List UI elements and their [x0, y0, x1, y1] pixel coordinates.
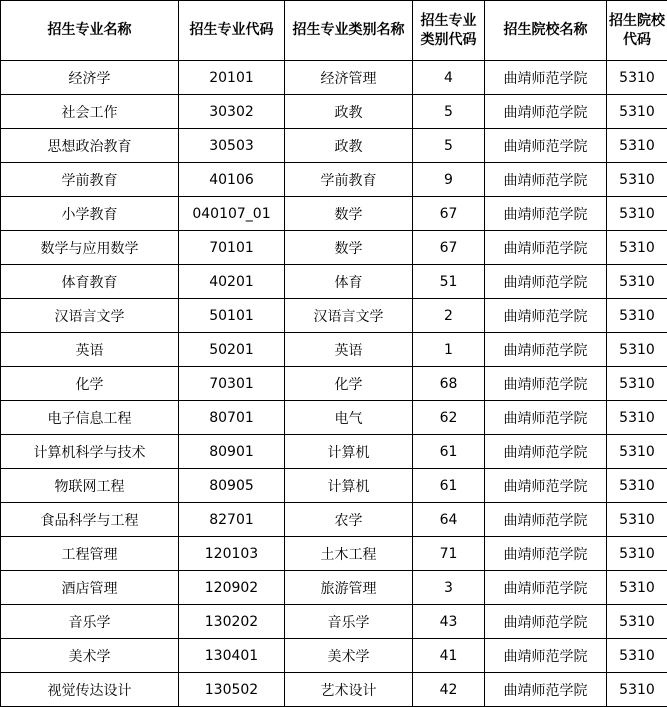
- cell-major-name: 计算机科学与技术: [1, 435, 179, 469]
- cell-school-code: 5310: [607, 163, 667, 197]
- cell-category-code: 67: [413, 197, 485, 231]
- cell-category-name: 旅游管理: [285, 571, 413, 605]
- cell-category-name: 体育: [285, 265, 413, 299]
- cell-school-code: 5310: [607, 639, 667, 673]
- cell-major-code: 130502: [179, 673, 285, 707]
- table-body: [1, 61, 667, 707]
- table-row: [1, 299, 667, 333]
- cell-major-code: 80701: [179, 401, 285, 435]
- cell-school-name: 曲靖师范学院: [485, 265, 607, 299]
- cell-category-code: 43: [413, 605, 485, 639]
- cell-major-name: 物联网工程: [1, 469, 179, 503]
- cell-school-name: 曲靖师范学院: [485, 673, 607, 707]
- cell-major-name: 酒店管理: [1, 571, 179, 605]
- cell-category-name: 数学: [285, 231, 413, 265]
- cell-school-name: 曲靖师范学院: [485, 435, 607, 469]
- cell-category-name: 经济管理: [285, 61, 413, 95]
- cell-school-code: 5310: [607, 129, 667, 163]
- cell-category-name: 化学: [285, 367, 413, 401]
- cell-major-name: 食品科学与工程: [1, 503, 179, 537]
- cell-school-name: 曲靖师范学院: [485, 95, 607, 129]
- cell-category-code: 5: [413, 129, 485, 163]
- cell-category-name: 音乐学: [285, 605, 413, 639]
- cell-major-name: 美术学: [1, 639, 179, 673]
- table-row: [1, 367, 667, 401]
- table-row: [1, 469, 667, 503]
- cell-category-code: 4: [413, 61, 485, 95]
- cell-major-name: 学前教育: [1, 163, 179, 197]
- table-row: [1, 129, 667, 163]
- cell-school-code: 5310: [607, 503, 667, 537]
- table-row: [1, 571, 667, 605]
- header-category-name: 招生专业类别名称: [285, 1, 413, 61]
- cell-category-name: 土木工程: [285, 537, 413, 571]
- cell-category-name: 政教: [285, 95, 413, 129]
- cell-school-code: 5310: [607, 605, 667, 639]
- cell-school-code: 5310: [607, 367, 667, 401]
- cell-major-name: 化学: [1, 367, 179, 401]
- cell-major-name: 工程管理: [1, 537, 179, 571]
- cell-major-code: 80901: [179, 435, 285, 469]
- cell-category-name: 电气: [285, 401, 413, 435]
- cell-school-name: 曲靖师范学院: [485, 537, 607, 571]
- table-row: [1, 401, 667, 435]
- cell-major-name: 思想政治教育: [1, 129, 179, 163]
- cell-major-name: 经济学: [1, 61, 179, 95]
- cell-school-code: 5310: [607, 571, 667, 605]
- cell-category-code: 5: [413, 95, 485, 129]
- cell-category-name: 计算机: [285, 435, 413, 469]
- table-header: [1, 1, 667, 61]
- table-row: [1, 605, 667, 639]
- cell-category-code: 2: [413, 299, 485, 333]
- header-row: [1, 1, 667, 61]
- cell-major-code: 120902: [179, 571, 285, 605]
- header-school-code: 招生院校代码: [607, 1, 667, 61]
- cell-major-code: 70301: [179, 367, 285, 401]
- cell-category-name: 数学: [285, 197, 413, 231]
- cell-category-code: 62: [413, 401, 485, 435]
- table-row: [1, 95, 667, 129]
- cell-category-code: 61: [413, 435, 485, 469]
- table-row: [1, 333, 667, 367]
- cell-major-code: 70101: [179, 231, 285, 265]
- cell-major-code: 30302: [179, 95, 285, 129]
- cell-major-code: 40201: [179, 265, 285, 299]
- cell-school-code: 5310: [607, 299, 667, 333]
- cell-category-name: 美术学: [285, 639, 413, 673]
- cell-school-name: 曲靖师范学院: [485, 61, 607, 95]
- cell-school-code: 5310: [607, 333, 667, 367]
- cell-school-name: 曲靖师范学院: [485, 197, 607, 231]
- cell-school-name: 曲靖师范学院: [485, 367, 607, 401]
- cell-category-name: 农学: [285, 503, 413, 537]
- cell-category-name: 学前教育: [285, 163, 413, 197]
- table-row: [1, 163, 667, 197]
- table-row: [1, 673, 667, 707]
- cell-major-code: 120103: [179, 537, 285, 571]
- cell-school-name: 曲靖师范学院: [485, 299, 607, 333]
- cell-school-name: 曲靖师范学院: [485, 469, 607, 503]
- cell-category-code: 68: [413, 367, 485, 401]
- cell-school-code: 5310: [607, 197, 667, 231]
- cell-school-name: 曲靖师范学院: [485, 605, 607, 639]
- cell-category-code: 42: [413, 673, 485, 707]
- header-category-code: 招生专业类别代码: [413, 1, 485, 61]
- cell-major-name: 电子信息工程: [1, 401, 179, 435]
- header-major-code: 招生专业代码: [179, 1, 285, 61]
- cell-school-name: 曲靖师范学院: [485, 571, 607, 605]
- cell-category-code: 71: [413, 537, 485, 571]
- cell-school-code: 5310: [607, 231, 667, 265]
- table-row: [1, 435, 667, 469]
- cell-major-code: 80905: [179, 469, 285, 503]
- cell-school-code: 5310: [607, 469, 667, 503]
- cell-major-code: 040107_01: [179, 197, 285, 231]
- cell-major-name: 视觉传达设计: [1, 673, 179, 707]
- cell-school-code: 5310: [607, 401, 667, 435]
- table-row: [1, 265, 667, 299]
- cell-category-code: 9: [413, 163, 485, 197]
- header-major-name: 招生专业名称: [1, 1, 179, 61]
- cell-category-code: 1: [413, 333, 485, 367]
- cell-category-code: 3: [413, 571, 485, 605]
- table-row: [1, 639, 667, 673]
- table-row: [1, 503, 667, 537]
- cell-major-name: 社会工作: [1, 95, 179, 129]
- cell-school-code: 5310: [607, 673, 667, 707]
- cell-major-code: 82701: [179, 503, 285, 537]
- cell-school-code: 5310: [607, 265, 667, 299]
- cell-major-code: 30503: [179, 129, 285, 163]
- cell-category-code: 64: [413, 503, 485, 537]
- cell-major-name: 汉语言文学: [1, 299, 179, 333]
- cell-school-code: 5310: [607, 435, 667, 469]
- cell-school-name: 曲靖师范学院: [485, 333, 607, 367]
- cell-major-code: 40106: [179, 163, 285, 197]
- cell-school-name: 曲靖师范学院: [485, 503, 607, 537]
- cell-school-code: 5310: [607, 61, 667, 95]
- cell-school-name: 曲靖师范学院: [485, 639, 607, 673]
- cell-major-name: 数学与应用数学: [1, 231, 179, 265]
- cell-category-name: 计算机: [285, 469, 413, 503]
- cell-category-code: 61: [413, 469, 485, 503]
- cell-category-name: 政教: [285, 129, 413, 163]
- header-school-name: 招生院校名称: [485, 1, 607, 61]
- cell-category-name: 艺术设计: [285, 673, 413, 707]
- cell-school-name: 曲靖师范学院: [485, 401, 607, 435]
- cell-major-code: 20101: [179, 61, 285, 95]
- cell-school-name: 曲靖师范学院: [485, 129, 607, 163]
- cell-school-code: 5310: [607, 537, 667, 571]
- table-row: [1, 537, 667, 571]
- table-row: [1, 231, 667, 265]
- table-row: [1, 197, 667, 231]
- cell-major-code: 50101: [179, 299, 285, 333]
- cell-category-name: 汉语言文学: [285, 299, 413, 333]
- cell-school-name: 曲靖师范学院: [485, 163, 607, 197]
- cell-major-name: 体育教育: [1, 265, 179, 299]
- cell-school-code: 5310: [607, 95, 667, 129]
- cell-major-code: 50201: [179, 333, 285, 367]
- cell-category-code: 51: [413, 265, 485, 299]
- table-row: [1, 61, 667, 95]
- cell-category-code: 41: [413, 639, 485, 673]
- cell-major-code: 130401: [179, 639, 285, 673]
- cell-major-code: 130202: [179, 605, 285, 639]
- cell-major-name: 音乐学: [1, 605, 179, 639]
- cell-category-code: 67: [413, 231, 485, 265]
- cell-major-name: 英语: [1, 333, 179, 367]
- cell-school-name: 曲靖师范学院: [485, 231, 607, 265]
- cell-category-name: 英语: [285, 333, 413, 367]
- cell-major-name: 小学教育: [1, 197, 179, 231]
